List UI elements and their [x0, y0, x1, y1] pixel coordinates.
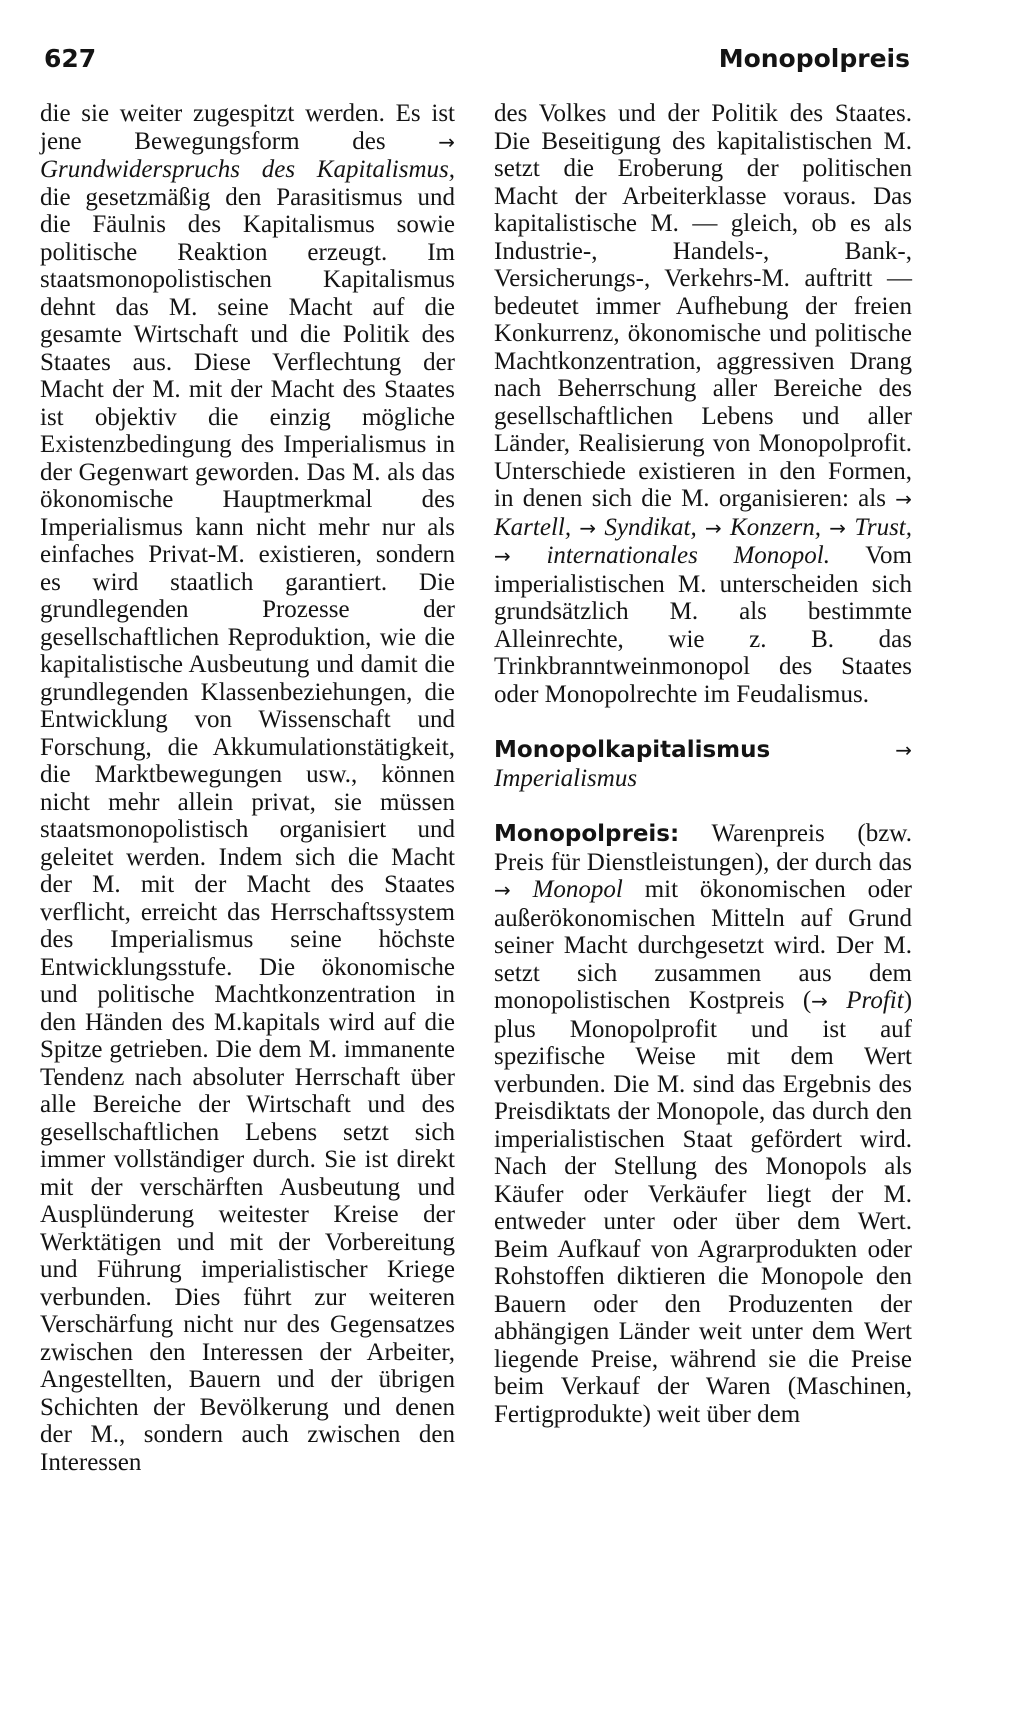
left-column [40, 100, 455, 1476]
cross-reference-link[interactable]: Grundwiderspruchs des Kapitalismus, [40, 156, 455, 183]
text: ) plus Monopolprofit und ist auf spezifische Weise mit dem Wert verbunden. Die M. sind das Ergebnis des Preisdiktats der Monopole, das durch den imperialistischen Staat gefördert wird. Nach der Stellung des Monopols als Käufer oder Verkäufer liegt der M. entweder unter oder über dem Wert. Beim Aufkauf von Agrarprodukten oder Rohstoffen diktieren die Monopole den Bauern oder den Produzenten der abhängigen Länder weit unter dem Wert liegende Preise, während sie die Preise beim Verkauf der Waren (Maschinen, Fertigprodukte) weit über dem [494, 987, 913, 1428]
entry-headword: Monopolpreis: [494, 821, 680, 847]
entry-monopolpreis [494, 820, 912, 1428]
cross-reference-arrow-icon: → [895, 487, 912, 511]
paragraph [40, 100, 455, 1476]
cross-reference-link[interactable]: internationales Monopol. [546, 542, 830, 569]
text: des Volkes und der Politik des Staates. Die Beseitigung des kapitalistischen M. setzt die Eroberung der politischen Macht der Arbeiterklasse voraus. Das kapitalistische M. — gleich, ob es als Industrie-, Handels-, Bank-, Versicherungs-, Verkehrs-M. auftritt — bedeutet immer Aufhebung der freien Konkurrenz, ökonomische und politische Machtkonzentration, aggressiven Drang nach Beherrschung aller Bereiche des gesellschaftlichen Lebens und aller Länder, Realisierung von Monopolprofit. Unterschiede existieren in den Formen, in denen sich die M. organisieren: als [494, 100, 912, 512]
cross-reference-arrow-icon: → [705, 515, 722, 540]
right-column [494, 100, 912, 1428]
cross-reference-link[interactable]: Konzern, [730, 513, 822, 541]
text: mit ökonomischen oder außerökonomischen Mitteln auf Grund seiner Macht durchgesetzt wird. Der M. setzt sich zusammen aus dem monopolistischen Kostpreis ( [494, 876, 912, 1014]
cross-reference-arrow-icon: → [895, 738, 912, 762]
cross-reference-arrow-icon: → [438, 129, 455, 154]
page-number: 627 [44, 44, 97, 73]
text: Vom imperialistischen M. unterscheiden sich grundsätzlich M. als bestimmte Alleinrechte, wie z. B. das Trinkbranntweinmonopol des Staates oder Monopolrechte im Feudalismus. [494, 542, 912, 708]
cross-reference-link[interactable]: Trust, [854, 513, 912, 541]
cross-reference-arrow-icon: → [494, 544, 511, 568]
text: die sie weiter zugespitzt werden. Es ist jene Bewegungsform des [40, 100, 455, 155]
entry-monopolkapitalismus [494, 736, 912, 792]
cross-reference-link[interactable]: Monopol [532, 876, 623, 903]
paragraph [494, 100, 912, 708]
cross-reference-arrow-icon: → [829, 515, 847, 540]
running-head: Monopolpreis [718, 44, 910, 73]
cross-reference-arrow-icon: → [579, 515, 597, 540]
cross-reference-link[interactable]: Imperialismus [494, 764, 638, 792]
cross-reference-link[interactable]: Syndikat, [604, 513, 697, 541]
entry-headword: Monopolkapitalismus [494, 737, 771, 763]
text: Warenpreis (bzw. Preis für Dienstleistungen), der durch das [494, 820, 912, 876]
cross-reference-link[interactable]: Profit [846, 987, 904, 1014]
page-header [44, 44, 910, 80]
text: die gesetzmäßig den Parasitismus und die Fäulnis des Kapitalismus sowie politische Reaktion erzeugt. Im staatsmonopolistischen Kapitalismus dehnt das M. seine Macht auf die gesamte Wirtschaft und die Politik des Staates aus. Diese Verflechtung der Macht der M. mit der Macht des Staates ist objektiv die einzig mögliche Existenzbedingung des Imperialismus in der Gegenwart geworden. Das M. als das ökonomische Hauptmerkmal des Imperialismus kann nicht mehr nur als einfaches Privat-M. existieren, sondern es wird staatlich garantiert. Die grundlegenden Prozesse der gesellschaftlichen Reproduktion, wie die kapitalistische Ausbeutung und damit die grundlegenden Klassenbeziehungen, die Entwicklung von Wissenschaft und Forschung, die Akkumulationstätigkeit, die Marktbewegungen usw., können nicht mehr allein privat, sie müssen staatsmonopolistisch organisiert und geleitet werden. Indem sich die Macht der M. mit der Macht des Staates verflicht, erreicht das Herrschaftssystem des Imperialismus seine höchste Entwicklungsstufe. Die ökonomische und politische Machtkonzentration in den Händen des M.kapitals wird auf die Spitze getrieben. Die dem M. immanente Tendenz nach absoluter Herrschaft über alle Bereiche der Wirtschaft und des gesellschaftlichen Lebens setzt sich immer vollständiger durch. Sie ist direkt mit der verschärften Ausbeutung und Ausplünderung weitester Kreise der Werktätigen und mit der Vorbereitung und Führung imperialistischer Kriege verbunden. Dies führt zur weiteren Verschärfung nicht nur des Gegensatzes zwischen den Interessen der Arbeiter, Angestellten, Bauern und der übrigen Schichten der Bevölkerung und denen der M., sondern auch zwischen den Interessen [40, 183, 455, 1476]
cross-reference-arrow-icon: → [811, 989, 828, 1013]
cross-reference-arrow-icon: → [494, 878, 511, 902]
cross-reference-link[interactable]: Kartell, [494, 513, 572, 541]
